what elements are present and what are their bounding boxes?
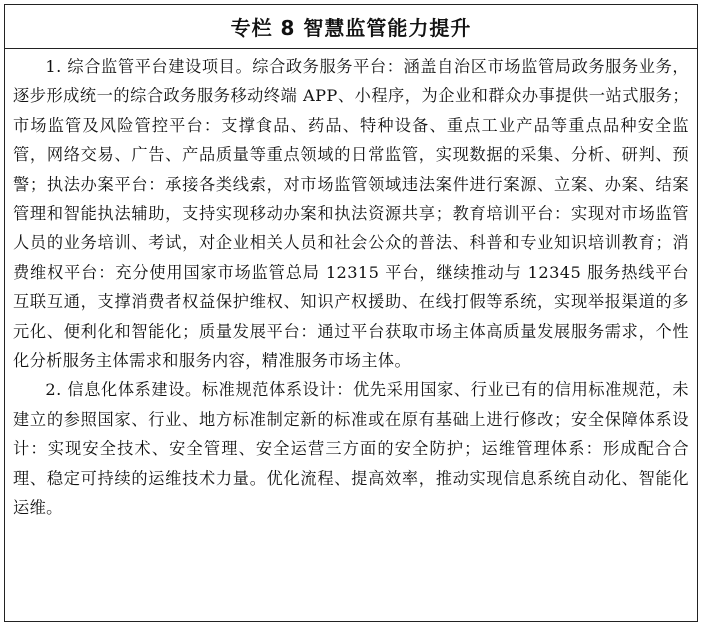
paragraph-informatization-system: 2. 信息化体系建设。标准规范体系设计：优先采用国家、行业已有的信用标准规范，未建立的参照国家、行业、地方标准制定新的标准或在原有基础上进行修改；安全保障体系设计：实现安全技术、安全管理、安全运营三方面的安全防护；运维管理体系：形成配合合理、稳定可持续的运维技术力量。优化流程、提高效率，推动实现信息系统自动化、智能化运维。: [13, 380, 689, 518]
column-body: [5, 49, 697, 523]
column-header: [5, 5, 697, 49]
paragraph-platform-projects: 1. 综合监管平台建设项目。综合政务服务平台：涵盖自治区市场监管局政务服务业务，逐步形成统一的综合政务服务移动终端 APP、小程序，为企业和群众办事提供一站式服务；市场监管及风险管控平台：支撑食品、药品、特种设备、重点工业产品等重点品种安全监管，网络交易、广告、产品质量等重点领域的日常监管，实现数据的采集、分析、研判、预警；执法办案平台：承接各类线索，对市场监管领域违法案件进行案源、立案、办案、结案管理和智能执法辅助，支持实现移动办案和执法资源共享；教育培训平台：实现对市场监管人员的业务培训、考试，对企业相关人员和社会公众的普法、科普和专业知识培训教育；消费维权平台：充分使用国家市场监管总局 12315 平台，继续推动与 12345 服务热线平台互联互通，支撑消费者权益保护维权、知识产权援助、在线打假等系统，实现举报渠道的多元化、便利化和智能化；质量发展平台：通过平台获取市场主体高质量发展服务需求，个性化分析服务主体需求和服务内容，精准服务市场主体。: [13, 57, 689, 371]
column-box: [4, 4, 698, 622]
column-title: 专栏 8 智慧监管能力提升: [230, 16, 472, 40]
